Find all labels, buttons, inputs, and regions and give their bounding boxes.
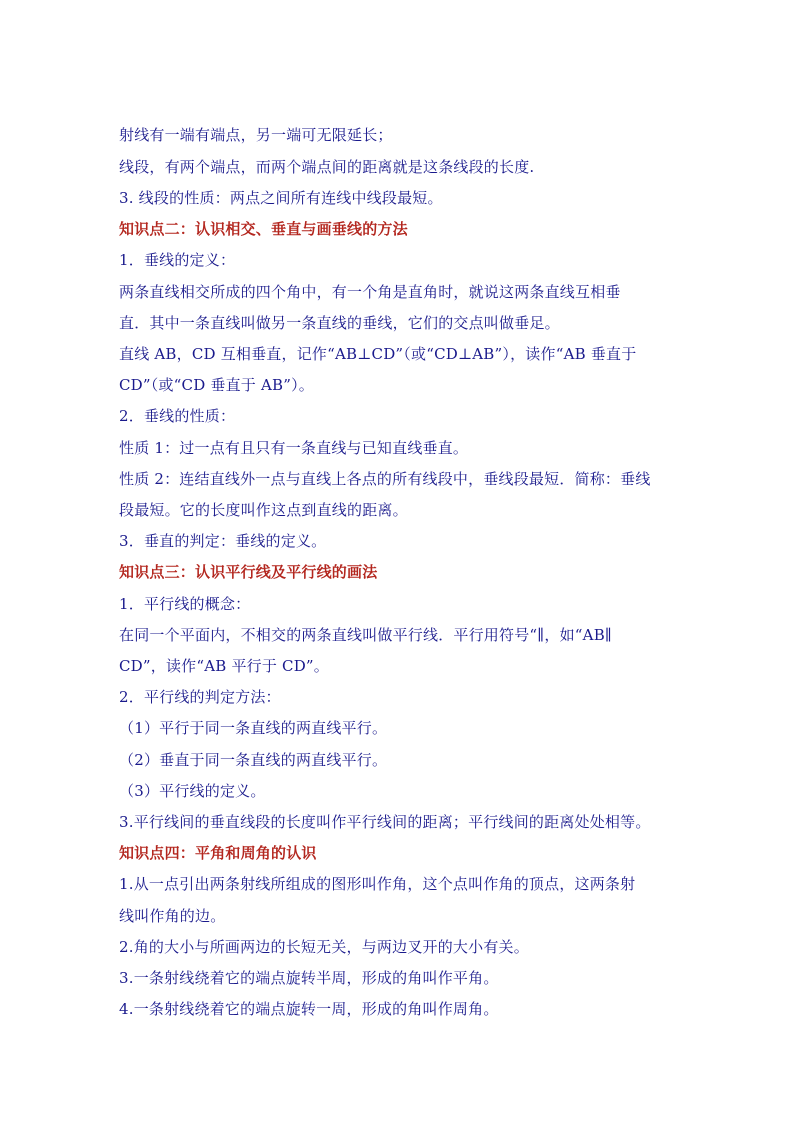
text-line: （2）垂直于同一条直线的两直线平行。: [119, 751, 388, 769]
text-line: 1．平行线的概念：: [119, 595, 251, 613]
text-line-ray: 射线有一端有端点，另一端可无限延长；: [119, 126, 393, 144]
text-line: 4.一条射线绕着它的端点旋转一周，形成的角叫作周角。: [119, 1000, 499, 1018]
text-line: CD”，读作“AB 平行于 CD”。: [119, 657, 330, 675]
text-line: 段最短。它的长度叫作这点到直线的距离。: [119, 501, 408, 519]
text-line: （1）平行于同一条直线的两直线平行。: [119, 719, 388, 737]
section-heading-3: 知识点三：认识平行线及平行线的画法: [119, 563, 378, 581]
text-line: 2.角的大小与所画两边的长短无关，与两边叉开的大小有关。: [119, 938, 529, 956]
text-line: 性质 2：连结直线外一点与直线上各点的所有线段中，垂线段最短．简称：垂线: [119, 470, 651, 488]
text-line: 2．平行线的判定方法：: [119, 688, 281, 706]
section-heading-2: 知识点二：认识相交、垂直与画垂线的方法: [119, 220, 408, 238]
text-line: 3.平行线间的垂直线段的长度叫作平行线间的距离；平行线间的距离处处相等。: [119, 813, 651, 831]
text-line: 1．垂线的定义：: [119, 251, 236, 269]
text-line: CD”（或“CD 垂直于 AB”）。: [119, 376, 315, 394]
text-line-segment-property: 3. 线段的性质：两点之间所有连线中线段最短。: [119, 189, 443, 207]
section-heading-4: 知识点四：平角和周角的认识: [119, 844, 317, 862]
text-line: 直．其中一条直线叫做另一条直线的垂线，它们的交点叫做垂足。: [119, 314, 560, 332]
text-line: 线叫作角的边。: [119, 907, 226, 925]
text-line: 在同一个平面内，不相交的两条直线叫做平行线．平行用符号“∥，如“AB∥: [119, 626, 613, 644]
text-line: 1.从一点引出两条射线所组成的图形叫作角，这个点叫作角的顶点，这两条射: [119, 875, 636, 893]
text-line: 两条直线相交所成的四个角中，有一个角是直角时，就说这两条直线互相垂: [119, 283, 621, 301]
text-line: 3.一条射线绕着它的端点旋转半周，形成的角叫作平角。: [119, 969, 499, 987]
text-line: 性质 1：过一点有且只有一条直线与已知直线垂直。: [119, 439, 469, 457]
text-line-segment: 线段，有两个端点，而两个端点间的距离就是这条线段的长度.: [119, 158, 535, 176]
text-line: 直线 AB，CD 互相垂直，记作“AB⊥CD”（或“CD⊥AB”），读作“AB 垂直于: [119, 345, 637, 363]
text-line: （3）平行线的定义。: [119, 782, 266, 800]
text-line: 3．垂直的判定：垂线的定义。: [119, 532, 327, 550]
text-line: 2．垂线的性质：: [119, 407, 236, 425]
